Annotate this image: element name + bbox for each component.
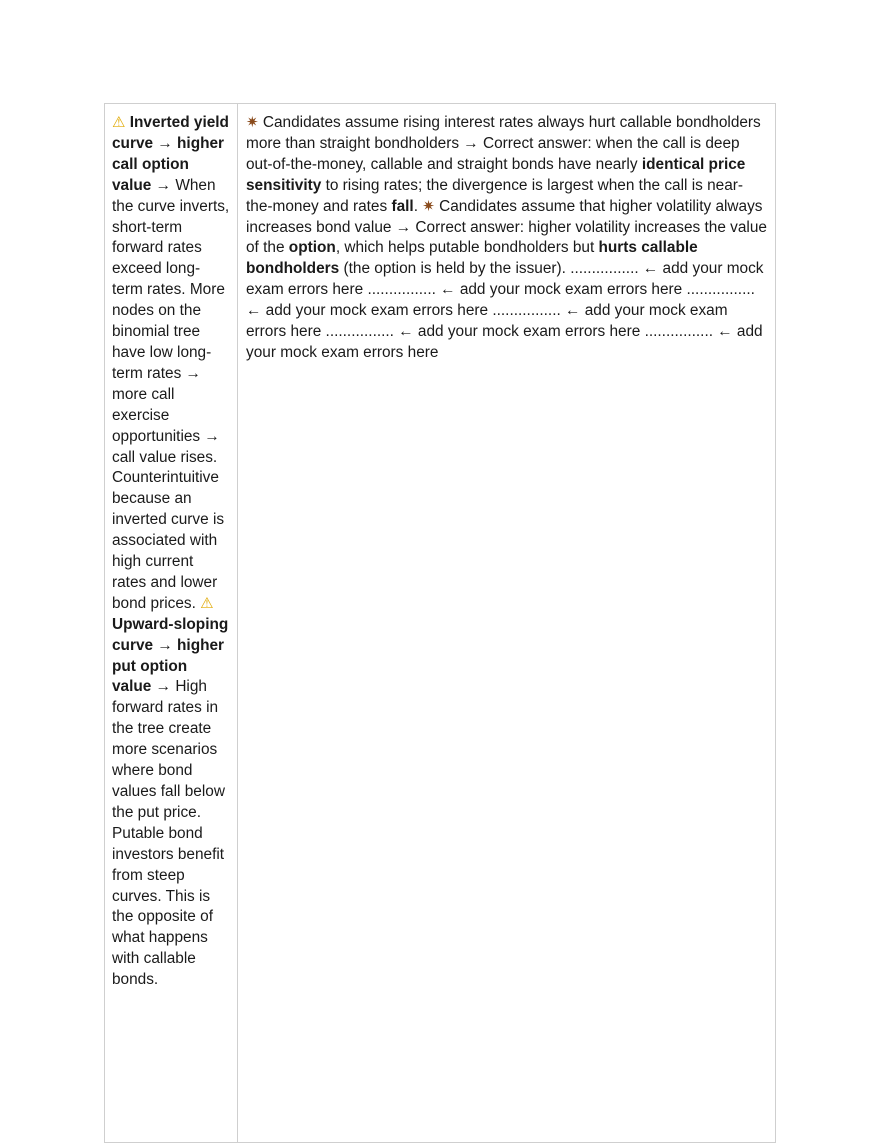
mistake-2-text-c: (the option is held by the issuer). [343, 260, 566, 278]
mock-exam-placeholder[interactable]: ................ ← add your mock exam errors here ................ ← add your mock exam errors here ................ ← add your mock exam errors here ................ ← add your mock exam errors here ................ ← add your mock exam errors here ................ ← add your mock exam errors here [246, 260, 764, 361]
warning-icon: ⚠ [200, 593, 214, 612]
mistake-icon: ✷ [246, 113, 259, 131]
mistake-1-bold-b: fall [391, 197, 414, 215]
mistake-icon: ✷ [422, 196, 435, 215]
notes-table [104, 103, 776, 1143]
mistake-2-text-a: Candidates assume that higher volatility always increases bond value → Correct answer: higher volatility increases the value of the [246, 197, 767, 257]
mistake-1-text-b: to rising rates; the divergence is largest when the call is near-the-money and rates [246, 176, 744, 215]
right-column [238, 104, 775, 1142]
warning-icon: ⚠ [112, 113, 126, 131]
upward-curve-heading: Upward-sloping curve → higher put option value → [112, 615, 229, 696]
mistake-2-bold-a: option [288, 239, 336, 257]
inverted-curve-heading: Inverted yield curve → higher call option value → [112, 114, 229, 194]
mistake-1-bold-a: identical price sensitivity [246, 155, 746, 194]
mistake-1-end: . [413, 197, 418, 215]
mistake-1-text-a: Candidates assume rising interest rates always hurt callable bondholders more than straight bondholders → Correct answer: when the call is deep out-of-the-money, callable and straight bonds have nearly [246, 114, 761, 173]
inverted-curve-text: When the curve inverts, short-term forward rates exceed long-term rates. More nodes on the binomial tree have low long-term rates → more call exercise opportunities → call value rises. Counterintuitive because an inverted curve is associated with high current rates and lower bond prices. [112, 176, 230, 612]
left-column [105, 104, 238, 1142]
mistake-2-text-b: , which helps putable bondholders but [335, 239, 595, 257]
mistake-2-bold-b: hurts callable bondholders [246, 239, 698, 278]
upward-curve-text: High forward rates in the tree create more scenarios where bond values fall below the put price. Putable bond investors benefit from steep curves. This is the opposite of what happens with callable bonds. [112, 678, 225, 989]
